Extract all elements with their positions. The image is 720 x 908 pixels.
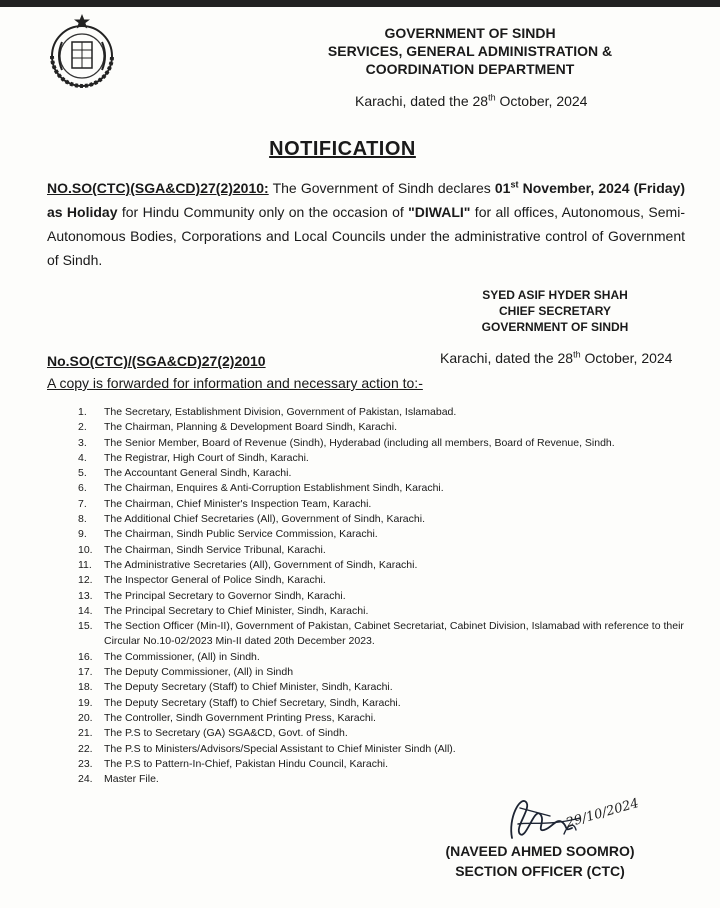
distribution-item xyxy=(78,665,688,680)
signatory-title: CHIEF SECRETARY xyxy=(498,304,611,318)
distribution-item xyxy=(78,436,688,451)
distribution-item xyxy=(78,711,688,726)
distribution-item xyxy=(78,512,688,527)
signatory-block xyxy=(460,287,650,335)
notification-title: NOTIFICATION xyxy=(269,138,416,160)
distribution-item xyxy=(78,742,688,757)
notification-body xyxy=(47,176,685,272)
top-border xyxy=(0,0,720,7)
distribution-item-number: 2. xyxy=(78,421,87,434)
distribution-item-number: 16. xyxy=(78,650,93,663)
sindh-government-seal-icon xyxy=(36,12,128,92)
copy-ref: No.SO(CTC)/(SGA&CD)27(2)2010 xyxy=(47,353,266,369)
distribution-item xyxy=(78,451,688,466)
distribution-item xyxy=(78,680,688,695)
holiday-date-rest: November, 2024 (Friday) as Holiday xyxy=(47,180,685,220)
distribution-item-number: 6. xyxy=(78,482,87,495)
notification-text-3: for all offices, Autonomous, Semi-Autonomous Bodies, Corporations and Local Councils under the administrative control of Government of Sindh. xyxy=(47,204,685,268)
distribution-item-number: 3. xyxy=(78,436,87,449)
header-line-1: GOVERNMENT OF SINDH xyxy=(384,25,556,41)
distribution-item-text: The Chairman, Enquires & Anti-Corruption Establishment Sindh, Karachi. xyxy=(104,482,444,495)
issue-date-prefix: Karachi, dated the 28 xyxy=(355,93,489,109)
distribution-item-text: The Section Officer (Min-II), Government of Pakistan, Cabinet Secretariat, Cabinet Division, Islamabad with reference to their Circular No.10-02/2023 Min-II dated 20th December 2023. xyxy=(104,620,684,648)
notification-text-1: The Government of Sindh declares xyxy=(268,180,495,196)
distribution-item-text: The Deputy Commissioner, (All) in Sindh xyxy=(104,666,294,679)
distribution-item xyxy=(78,466,688,481)
officer-name: (NAVEED AHMED SOOMRO) xyxy=(445,843,635,859)
distribution-item-text: The P.S to Secretary (GA) SGA&CD, Govt. of Sindh. xyxy=(104,727,348,740)
distribution-item-text: The Accountant General Sindh, Karachi. xyxy=(104,467,292,480)
distribution-item-number: 23. xyxy=(78,757,93,770)
issue-date-suffix: October, 2024 xyxy=(495,93,588,109)
distribution-item xyxy=(78,772,688,787)
issue-date xyxy=(355,93,587,109)
copy-date-suffix: October, 2024 xyxy=(580,350,673,366)
distribution-item-number: 4. xyxy=(78,451,87,464)
header-line-3: COORDINATION DEPARTMENT xyxy=(365,61,575,77)
officer-title: SECTION OFFICER (CTC) xyxy=(455,863,625,879)
distribution-item-text: The Chairman, Sindh Public Service Commission, Karachi. xyxy=(104,528,378,541)
issue-date-sup: th xyxy=(488,92,496,103)
copy-intro: A copy is forwarded for information and necessary action to:- xyxy=(47,375,423,391)
distribution-item-text: The Secretary, Establishment Division, Government of Pakistan, Islamabad. xyxy=(104,406,457,418)
distribution-item-number: 7. xyxy=(78,497,87,510)
signatory-org: GOVERNMENT OF SINDH xyxy=(481,320,629,334)
distribution-item-number: 24. xyxy=(78,773,93,786)
distribution-item-text: The Principal Secretary to Governor Sindh, Karachi. xyxy=(104,589,346,602)
distribution-item-number: 5. xyxy=(78,467,87,480)
distribution-item-number: 17. xyxy=(78,666,93,679)
officer-block xyxy=(430,841,650,881)
occasion-name: "DIWALI" xyxy=(408,204,471,220)
distribution-item xyxy=(78,573,688,588)
distribution-item-number: 22. xyxy=(78,742,93,755)
distribution-item xyxy=(78,497,688,512)
distribution-item xyxy=(78,420,688,435)
distribution-item-text: The Controller, Sindh Government Printing Press, Karachi. xyxy=(104,711,376,724)
distribution-item-text: Master File. xyxy=(104,773,159,786)
distribution-item xyxy=(78,481,688,496)
distribution-item xyxy=(78,619,688,650)
distribution-item-number: 1. xyxy=(78,406,87,418)
distribution-item-text: The Additional Chief Secretaries (All), Government of Sindh, Karachi. xyxy=(104,513,425,526)
distribution-item-number: 8. xyxy=(78,513,87,526)
distribution-item-text: The Registrar, High Court of Sindh, Karachi. xyxy=(104,451,309,464)
header-line-2: SERVICES, GENERAL ADMINISTRATION & xyxy=(327,43,613,59)
distribution-item xyxy=(78,589,688,604)
distribution-item-number: 13. xyxy=(78,589,93,602)
copy-date xyxy=(440,350,672,366)
distribution-item-number: 10. xyxy=(78,543,93,556)
distribution-item-text: The P.S to Ministers/Advisors/Special Assistant to Chief Minister Sindh (All). xyxy=(104,742,456,755)
distribution-item-number: 20. xyxy=(78,711,93,724)
distribution-item xyxy=(78,650,688,665)
distribution-item-text: The Senior Member, Board of Revenue (Sindh), Hyderabad (including all members, Board of Revenue, Sindh. xyxy=(104,436,615,449)
department-header xyxy=(290,24,650,78)
distribution-item xyxy=(78,405,688,420)
distribution-item-text: The P.S to Pattern-In-Chief, Pakistan Hindu Council, Karachi. xyxy=(104,757,389,770)
distribution-item-text: The Deputy Secretary (Staff) to Chief Secretary, Sindh, Karachi. xyxy=(104,696,401,709)
distribution-item-number: 9. xyxy=(78,528,87,541)
distribution-item xyxy=(78,527,688,542)
signatory-name: SYED ASIF HYDER SHAH xyxy=(482,288,628,302)
distribution-item-text: The Deputy Secretary (Staff) to Chief Minister, Sindh, Karachi. xyxy=(104,681,393,694)
distribution-list xyxy=(78,405,688,787)
notification-ref: NO.SO(CTC)(SGA&CD)27(2)2010: xyxy=(47,180,269,196)
holiday-date-sup: st xyxy=(510,179,519,190)
distribution-item-number: 19. xyxy=(78,696,93,709)
distribution-item-text: The Principal Secretary to Chief Minister, Sindh, Karachi. xyxy=(104,604,369,617)
holiday-date-day: 01 xyxy=(494,180,511,196)
distribution-item xyxy=(78,757,688,772)
distribution-item-text: The Inspector General of Police Sindh, Karachi. xyxy=(104,574,326,587)
distribution-item xyxy=(78,696,688,711)
signature-date: 29/10/2024 xyxy=(564,795,641,832)
distribution-item-text: The Chairman, Sindh Service Tribunal, Karachi. xyxy=(104,543,326,556)
distribution-item-text: The Chairman, Planning & Development Board Sindh, Karachi. xyxy=(104,421,397,434)
distribution-item xyxy=(78,543,688,558)
distribution-item-text: The Chairman, Chief Minister's Inspection Team, Karachi. xyxy=(104,497,372,510)
distribution-item-number: 15. xyxy=(78,620,93,633)
distribution-item xyxy=(78,726,688,741)
distribution-item-number: 18. xyxy=(78,681,93,694)
distribution-item-text: The Administrative Secretaries (All), Government of Sindh, Karachi. xyxy=(104,558,418,571)
copy-date-sup: th xyxy=(573,349,581,360)
copy-date-prefix: Karachi, dated the 28 xyxy=(440,350,574,366)
notification-text-2: for Hindu Community only on the occasion of xyxy=(117,204,409,220)
distribution-item-number: 11. xyxy=(78,558,92,571)
distribution-item xyxy=(78,604,688,619)
distribution-item-number: 21. xyxy=(78,727,93,740)
distribution-item xyxy=(78,558,688,573)
distribution-item-number: 12. xyxy=(78,574,93,587)
distribution-item-number: 14. xyxy=(78,604,93,617)
distribution-item-text: The Commissioner, (All) in Sindh. xyxy=(104,650,260,663)
